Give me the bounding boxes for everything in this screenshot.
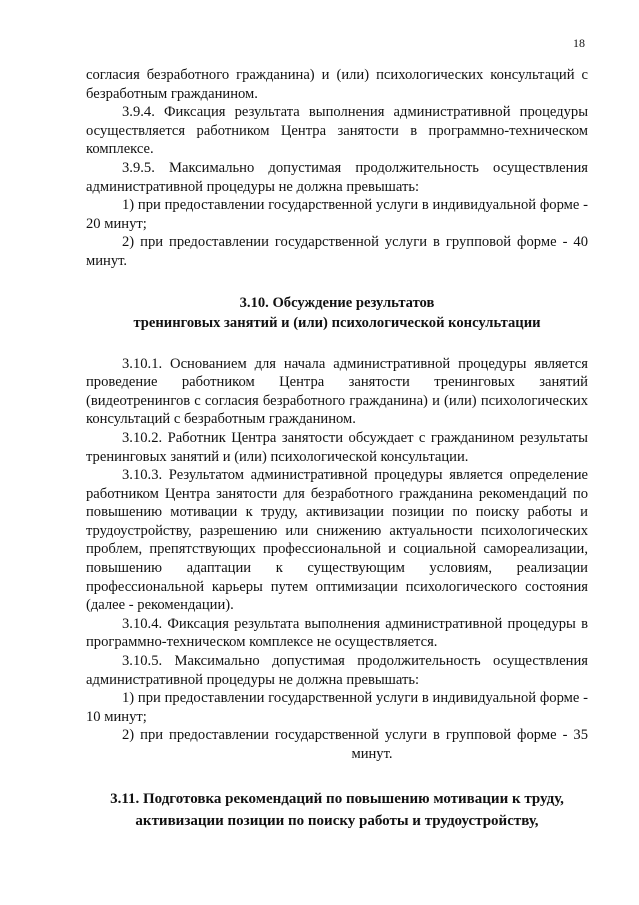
list-item-3-10-5-1: 1) при предоставлении государственной услуги в индивидуальной форме - 10 минут; xyxy=(86,690,588,725)
list-item-3-10-5-2: 2) при предоставлении государственной услуги в групповой форме - 35 xyxy=(122,727,588,744)
section-heading-3-10-line1: 3.10. Обсуждение результатов xyxy=(239,294,435,311)
paragraph-3-9-continuation: согласия безработного гражданина) и (или) психологических консультаций с безработным гражданином. xyxy=(86,67,588,102)
paragraph-3-9-4: 3.9.4. Фиксация результата выполнения административной процедуры осуществляется работником Центра занятости в программно-техническом комплексе. xyxy=(86,104,588,158)
section-heading-3-11-line1: 3.11. Подготовка рекомендаций по повышению мотивации к труду, xyxy=(110,790,564,807)
section-heading-3-11-line2: активизации позиции по поиску работы и трудоустройству, xyxy=(135,812,539,829)
paragraph-3-10-2: 3.10.2. Работник Центра занятости обсуждает с гражданином результаты тренинговых занятий и (или) психологической консультации. xyxy=(86,429,588,465)
paragraph-3-10-5: 3.10.5. Максимально допустимая продолжительность осуществления административной процедуры не должна превышать: xyxy=(86,653,588,688)
paragraph-3-10-3: 3.10.3. Результатом административной процедуры является определение работником Центра занятости для безработного гражданина рекомендаций по повышению мотивации к труду, активизации позиции по поиску работы и трудоустройству, разрешению или снижению актуальности психологических проблем, препятствующих профессиональной и социальной самореализации, повышению адаптации к существующим условиям, реализации профессиональной карьеры путем оптимизации психологического состояния (далее - рекомендации). xyxy=(86,467,588,614)
paragraph-3-10-1: 3.10.1. Основанием для начала административной процедуры является проведение работником Центра занятости тренинговых занятий (видеотренингов с согласия безработного гражданина) и (или) психологических консультаций с безработным гражданином. xyxy=(86,355,588,428)
paragraph-3-9-5: 3.9.5. Максимально допустимая продолжительность осуществления административной процедуры не должна превышать: xyxy=(86,159,588,195)
list-item-3-10-5-2-end: минут. xyxy=(351,746,393,762)
document-body xyxy=(86,66,588,832)
list-item-3-9-5-1: 1) при предоставлении государственной услуги в индивидуальной форме - 20 минут; xyxy=(86,197,588,232)
page-number: 18 xyxy=(573,36,585,50)
section-heading-3-10-line2: тренинговых занятий и (или) психологической консультации xyxy=(133,314,541,331)
paragraph-3-10-4: 3.10.4. Фиксация результата выполнения административной процедуры в программно-техническом комплексе не осуществляется. xyxy=(86,615,588,651)
section-heading-3-11 xyxy=(86,788,588,832)
section-heading-3-10 xyxy=(86,293,588,333)
list-item-3-9-5-2: 2) при предоставлении государственной услуги в групповой форме - 40 минут. xyxy=(86,234,588,269)
